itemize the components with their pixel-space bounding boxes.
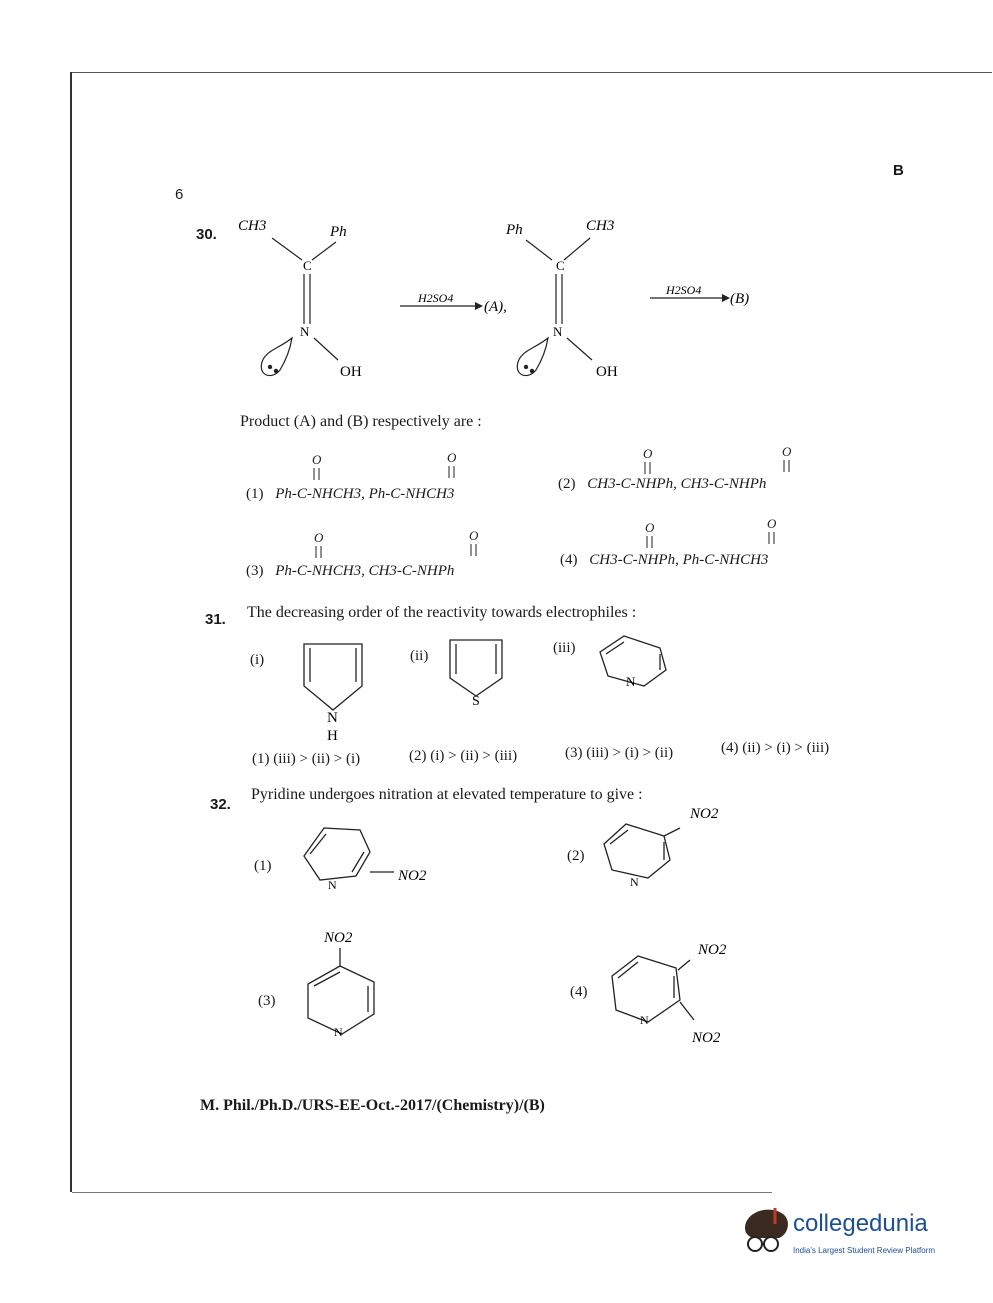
svg-text:O: O <box>782 444 792 459</box>
brand-logo <box>735 1200 965 1265</box>
q30-option-4-label: (4) <box>560 552 578 568</box>
q31-option-2: (2) (i) > (ii) > (iii) <box>409 748 518 764</box>
page-number: 6 <box>175 186 184 203</box>
r1-nitrogen: N <box>300 324 310 339</box>
page-bottom-edge <box>72 1192 772 1193</box>
q30-option-1 <box>246 486 454 503</box>
page-top-edge <box>72 72 992 73</box>
pyrrole-h: H <box>327 728 338 744</box>
pyrrole-n: N <box>327 710 338 726</box>
product-a: (A), <box>484 299 507 315</box>
thiophene-structure <box>450 640 502 709</box>
pyrrole-structure <box>304 644 362 744</box>
q32-3-n: N <box>334 1025 343 1039</box>
q32-3-no2: NO2 <box>324 930 353 946</box>
q31-label-iii: (iii) <box>553 640 576 656</box>
r2-left-group: Ph <box>506 222 523 238</box>
q30-option-1-label: (1) <box>246 486 264 502</box>
r1-right-group: Ph <box>330 224 347 240</box>
svg-text:O: O <box>469 528 479 543</box>
q30-option-1-text: Ph-C-NHCH3, Ph-C-NHCH3 <box>275 486 455 502</box>
svg-text:O: O <box>447 450 457 465</box>
q31-structures <box>290 630 690 745</box>
r1-carbon: C <box>303 258 312 273</box>
q31-prompt: The decreasing order of the reactivity towards electrophiles : <box>247 604 637 621</box>
arrow2-reagent: H2SO4 <box>666 283 702 297</box>
q30-option-3 <box>246 563 454 580</box>
q30-reactant-1 <box>238 218 362 380</box>
q32-4-no2-top: NO2 <box>698 942 727 958</box>
arrow1-reagent: H2SO4 <box>418 291 454 305</box>
q30-option-3-text: Ph-C-NHCH3, CH3-C-NHPh <box>275 563 455 579</box>
q30-option-2-text: CH3-C-NHPh, CH3-C-NHPh <box>587 476 767 492</box>
brand-tagline: India's Largest Student Review Platform <box>793 1246 936 1255</box>
q30-prompt: Product (A) and (B) respectively are : <box>240 413 482 430</box>
brand-name: collegedunia <box>793 1210 928 1237</box>
q31-label-ii: (ii) <box>410 648 429 664</box>
q32-prompt: Pyridine undergoes nitration at elevated temperature to give : <box>251 786 643 803</box>
q32-number: 32. <box>210 796 231 813</box>
q31-option-4: (4) (ii) > (i) > (iii) <box>721 740 830 756</box>
q32-1-no2: NO2 <box>398 868 427 884</box>
q32-2-n: N <box>630 875 639 889</box>
r2-right-group: CH3 <box>586 218 615 234</box>
q30-arrow-1 <box>400 291 507 315</box>
q32-option-2-label: (2) <box>567 848 585 864</box>
mascot-icon <box>735 1200 795 1258</box>
r2-nitrogen: N <box>553 324 563 339</box>
q32-structure-4 <box>612 942 727 1046</box>
svg-text:O: O <box>643 446 653 461</box>
q32-option-1-label: (1) <box>254 858 272 874</box>
svg-text:O: O <box>767 516 777 531</box>
q32-1-n: N <box>328 878 337 892</box>
r2-carbon: C <box>556 258 565 273</box>
q30-number: 30. <box>196 226 217 243</box>
q32-2-no2: NO2 <box>690 806 719 822</box>
q30-reactant-2 <box>505 218 618 380</box>
q32-structures <box>290 800 760 1050</box>
pyridine-structure <box>600 636 666 689</box>
q30-option-4 <box>560 552 768 569</box>
svg-text:O: O <box>312 452 322 467</box>
q30-arrow-2 <box>650 283 749 307</box>
svg-text:O: O <box>645 520 655 535</box>
page-left-edge <box>70 72 72 1192</box>
thiophene-s: S <box>472 694 480 709</box>
q32-4-n: N <box>640 1013 649 1027</box>
q32-4-no2-bottom: NO2 <box>692 1030 721 1046</box>
q32-structure-1 <box>304 828 427 892</box>
q32-option-4-label: (4) <box>570 984 588 1000</box>
q31-option-1: (1) (iii) > (ii) > (i) <box>252 751 361 767</box>
q30-option-3-label: (3) <box>246 563 264 579</box>
footer-code: M. Phil./Ph.D./URS-EE-Oct.-2017/(Chemistry)/(B) <box>200 1097 545 1114</box>
q32-structure-3 <box>308 930 374 1039</box>
q31-option-3: (3) (iii) > (i) > (ii) <box>565 745 674 761</box>
q31-label-i: (i) <box>250 652 265 668</box>
product-b: (B) <box>730 291 750 307</box>
r1-left-group: CH3 <box>238 218 267 234</box>
q32-structure-2 <box>604 806 719 889</box>
r2-hydroxyl: OH <box>596 364 618 380</box>
q30-option-2 <box>558 476 766 493</box>
q32-option-3-label: (3) <box>258 993 276 1009</box>
q30-option-2-label: (2) <box>558 476 576 492</box>
svg-text:O: O <box>314 530 324 545</box>
q30-option-4-text: CH3-C-NHPh, Ph-C-NHCH3 <box>589 552 769 568</box>
q31-number: 31. <box>205 611 226 628</box>
set-label: B <box>893 162 904 179</box>
r1-hydroxyl: OH <box>340 364 362 380</box>
q30-reaction-scheme <box>230 210 870 390</box>
pyridine-n: N <box>626 674 636 689</box>
